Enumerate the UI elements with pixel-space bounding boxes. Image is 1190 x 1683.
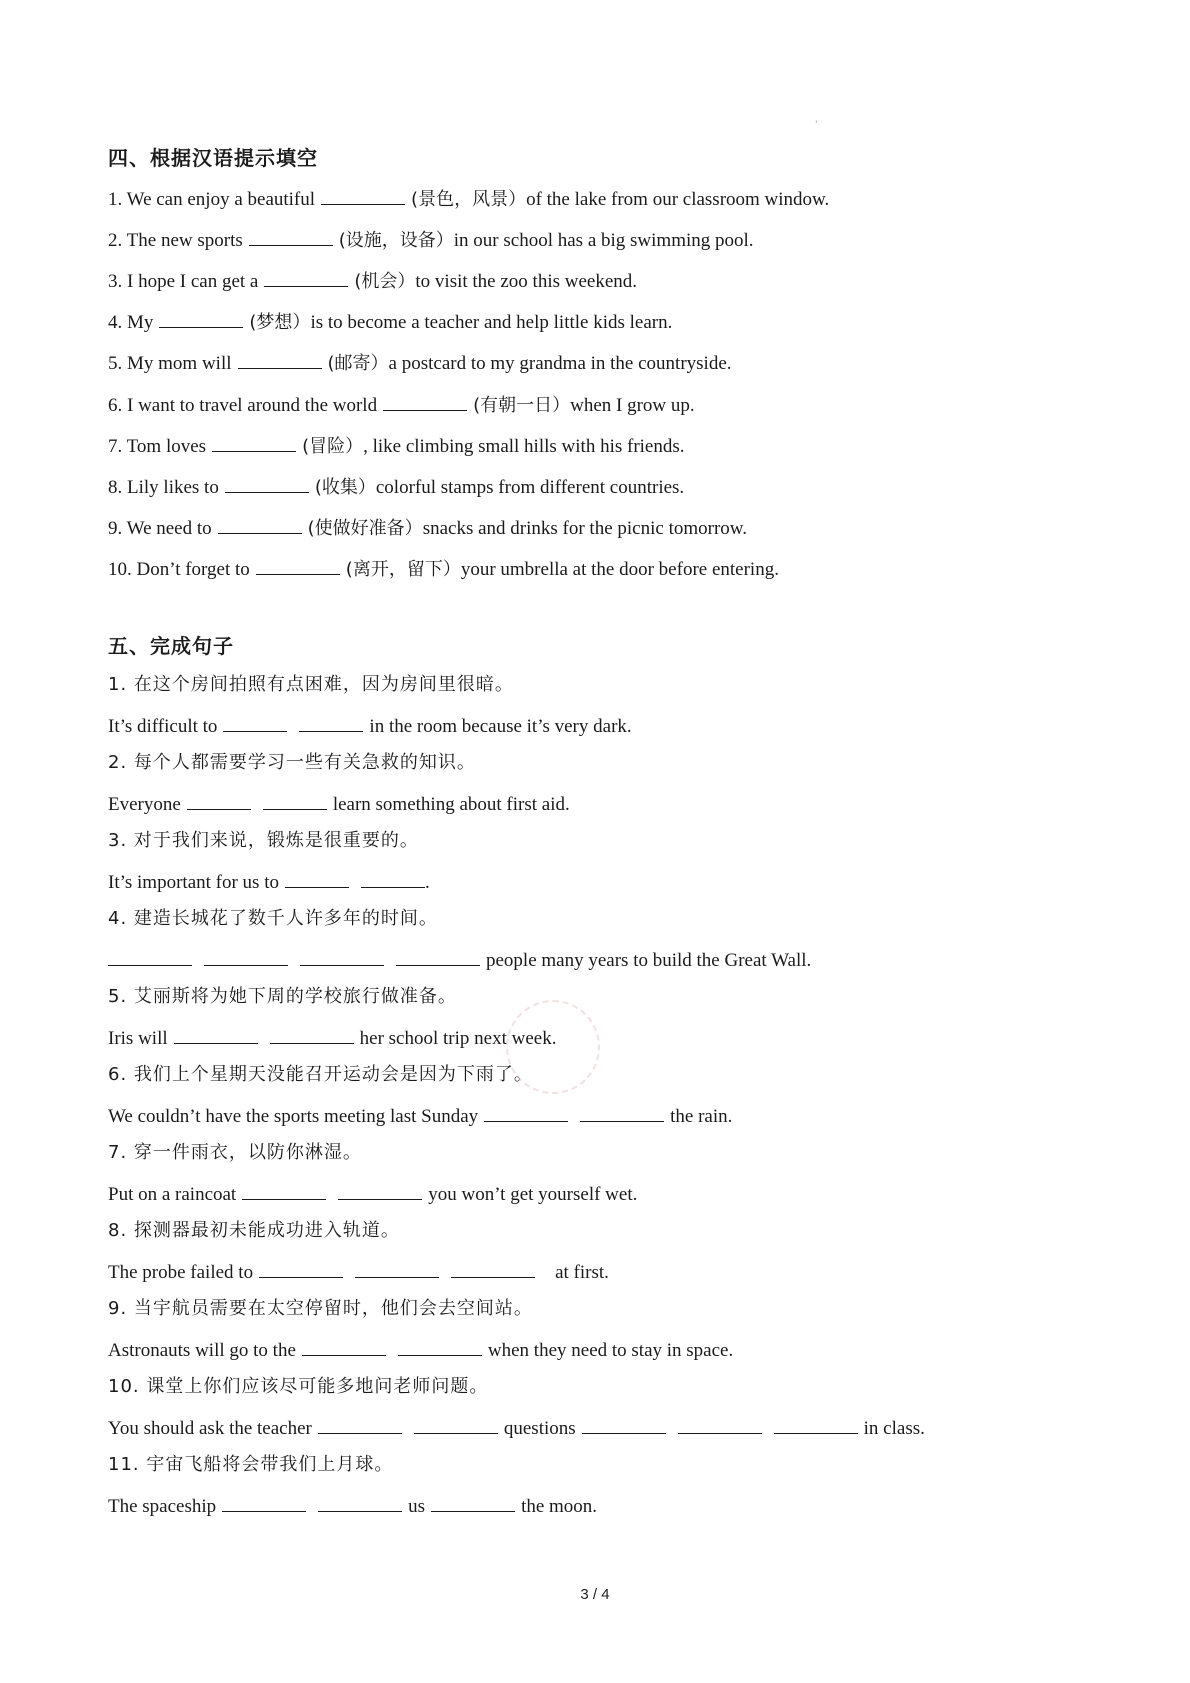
s5-prompt-2: 2. 每个人都需要学习一些有关急救的知识。 [108,752,476,773]
answer-blank[interactable] [361,869,425,888]
answer-blank[interactable] [222,1493,306,1512]
answer-blank[interactable] [256,556,340,575]
s4-item-8: 8. Lily likes to (收集）colorful stamps from different countries. [108,474,684,500]
answer-blank[interactable] [318,1493,402,1512]
answer-blank[interactable] [321,186,405,205]
section-5-title: 五、完成句子 [108,634,234,658]
answer-blank[interactable] [249,227,333,246]
answer-blank[interactable] [223,713,287,732]
s5-prompt-3: 3. 对于我们来说，锻炼是很重要的。 [108,830,419,851]
scan-mark: ' [815,120,818,130]
s4-item-1: 1. We can enjoy a beautiful (景色，风景）of the lake from our classroom window. [108,186,829,212]
s5-prompt-4: 4. 建造长城花了数千人许多年的时间。 [108,908,438,929]
answer-blank[interactable] [355,1259,439,1278]
answer-blank[interactable] [263,791,327,810]
answer-blank[interactable] [582,1415,666,1434]
s5-prompt-7: 7. 穿一件雨衣，以防你淋湿。 [108,1142,362,1163]
answer-blank[interactable] [285,869,349,888]
answer-blank[interactable] [300,947,384,966]
answer-blank[interactable] [338,1181,422,1200]
s4-item-4: 4. My (梦想）is to become a teacher and help little kids learn. [108,309,672,335]
answer-blank[interactable] [174,1025,258,1044]
answer-blank[interactable] [238,350,322,369]
s5-sentence-3: It’s important for us to . [108,869,430,895]
s5-prompt-6: 6. 我们上个星期天没能召开运动会是因为下雨了。 [108,1064,533,1085]
s5-sentence-8: The probe failed to at first. [108,1259,609,1285]
s4-item-9: 9. We need to (使做好准备）snacks and drinks for the picnic tomorrow. [108,515,747,541]
s5-sentence-1: It’s difficult to in the room because it’s very dark. [108,713,632,739]
answer-blank[interactable] [580,1103,664,1122]
s5-prompt-9: 9. 当宇航员需要在太空停留时，他们会去空间站。 [108,1298,533,1319]
s4-item-6: 6. I want to travel around the world (有朝一日）when I grow up. [108,392,695,418]
s5-prompt-11: 11. 宇宙飞船将会带我们上月球。 [108,1454,394,1475]
s5-sentence-11: The spaceship us the moon. [108,1493,597,1519]
answer-blank[interactable] [187,791,251,810]
answer-blank[interactable] [302,1337,386,1356]
s5-sentence-5: Iris will her school trip next week. [108,1025,556,1051]
s4-item-3: 3. I hope I can get a (机会）to visit the zoo this weekend. [108,268,637,294]
s5-sentence-7: Put on a raincoat you won’t get yourself wet. [108,1181,637,1207]
answer-blank[interactable] [414,1415,498,1434]
answer-blank[interactable] [678,1415,762,1434]
answer-blank[interactable] [242,1181,326,1200]
answer-blank[interactable] [299,713,363,732]
answer-blank[interactable] [108,947,192,966]
answer-blank[interactable] [264,268,348,287]
s5-sentence-6: We couldn’t have the sports meeting last Sunday the rain. [108,1103,732,1129]
s5-prompt-10: 10. 课堂上你们应该尽可能多地问老师问题。 [108,1376,489,1397]
answer-blank[interactable] [259,1259,343,1278]
s4-item-7: 7. Tom loves (冒险）, like climbing small hills with his friends. [108,433,685,459]
answer-blank[interactable] [398,1337,482,1356]
page-number: 3 / 4 [580,1586,610,1603]
section-4-title: 四、根据汉语提示填空 [108,146,318,170]
answer-blank[interactable] [396,947,480,966]
answer-blank[interactable] [270,1025,354,1044]
answer-blank[interactable] [225,474,309,493]
answer-blank[interactable] [774,1415,858,1434]
s4-item-2: 2. The new sports (设施，设备）in our school has a big swimming pool. [108,227,754,253]
answer-blank[interactable] [159,309,243,328]
answer-blank[interactable] [318,1415,402,1434]
answer-blank[interactable] [383,392,467,411]
s5-prompt-8: 8. 探测器最初未能成功进入轨道。 [108,1220,400,1241]
answer-blank[interactable] [212,433,296,452]
s5-sentence-10: You should ask the teacher questions in class. [108,1415,925,1441]
answer-blank[interactable] [451,1259,535,1278]
answer-blank[interactable] [218,515,302,534]
s5-prompt-5: 5. 艾丽斯将为她下周的学校旅行做准备。 [108,986,457,1007]
s5-sentence-9: Astronauts will go to the when they need to stay in space. [108,1337,733,1363]
s5-sentence-2: Everyone learn something about first aid. [108,791,570,817]
answer-blank[interactable] [484,1103,568,1122]
answer-blank[interactable] [431,1493,515,1512]
s5-prompt-1: 1. 在这个房间拍照有点困难，因为房间里很暗。 [108,674,514,695]
answer-blank[interactable] [204,947,288,966]
s5-sentence-4: people many years to build the Great Wall. [108,947,811,973]
s4-item-10: 10. Don’t forget to (离开，留下）your umbrella at the door before entering. [108,556,779,582]
s4-item-5: 5. My mom will (邮寄）a postcard to my grandma in the countryside. [108,350,732,376]
watermark-stamp [506,1000,600,1094]
